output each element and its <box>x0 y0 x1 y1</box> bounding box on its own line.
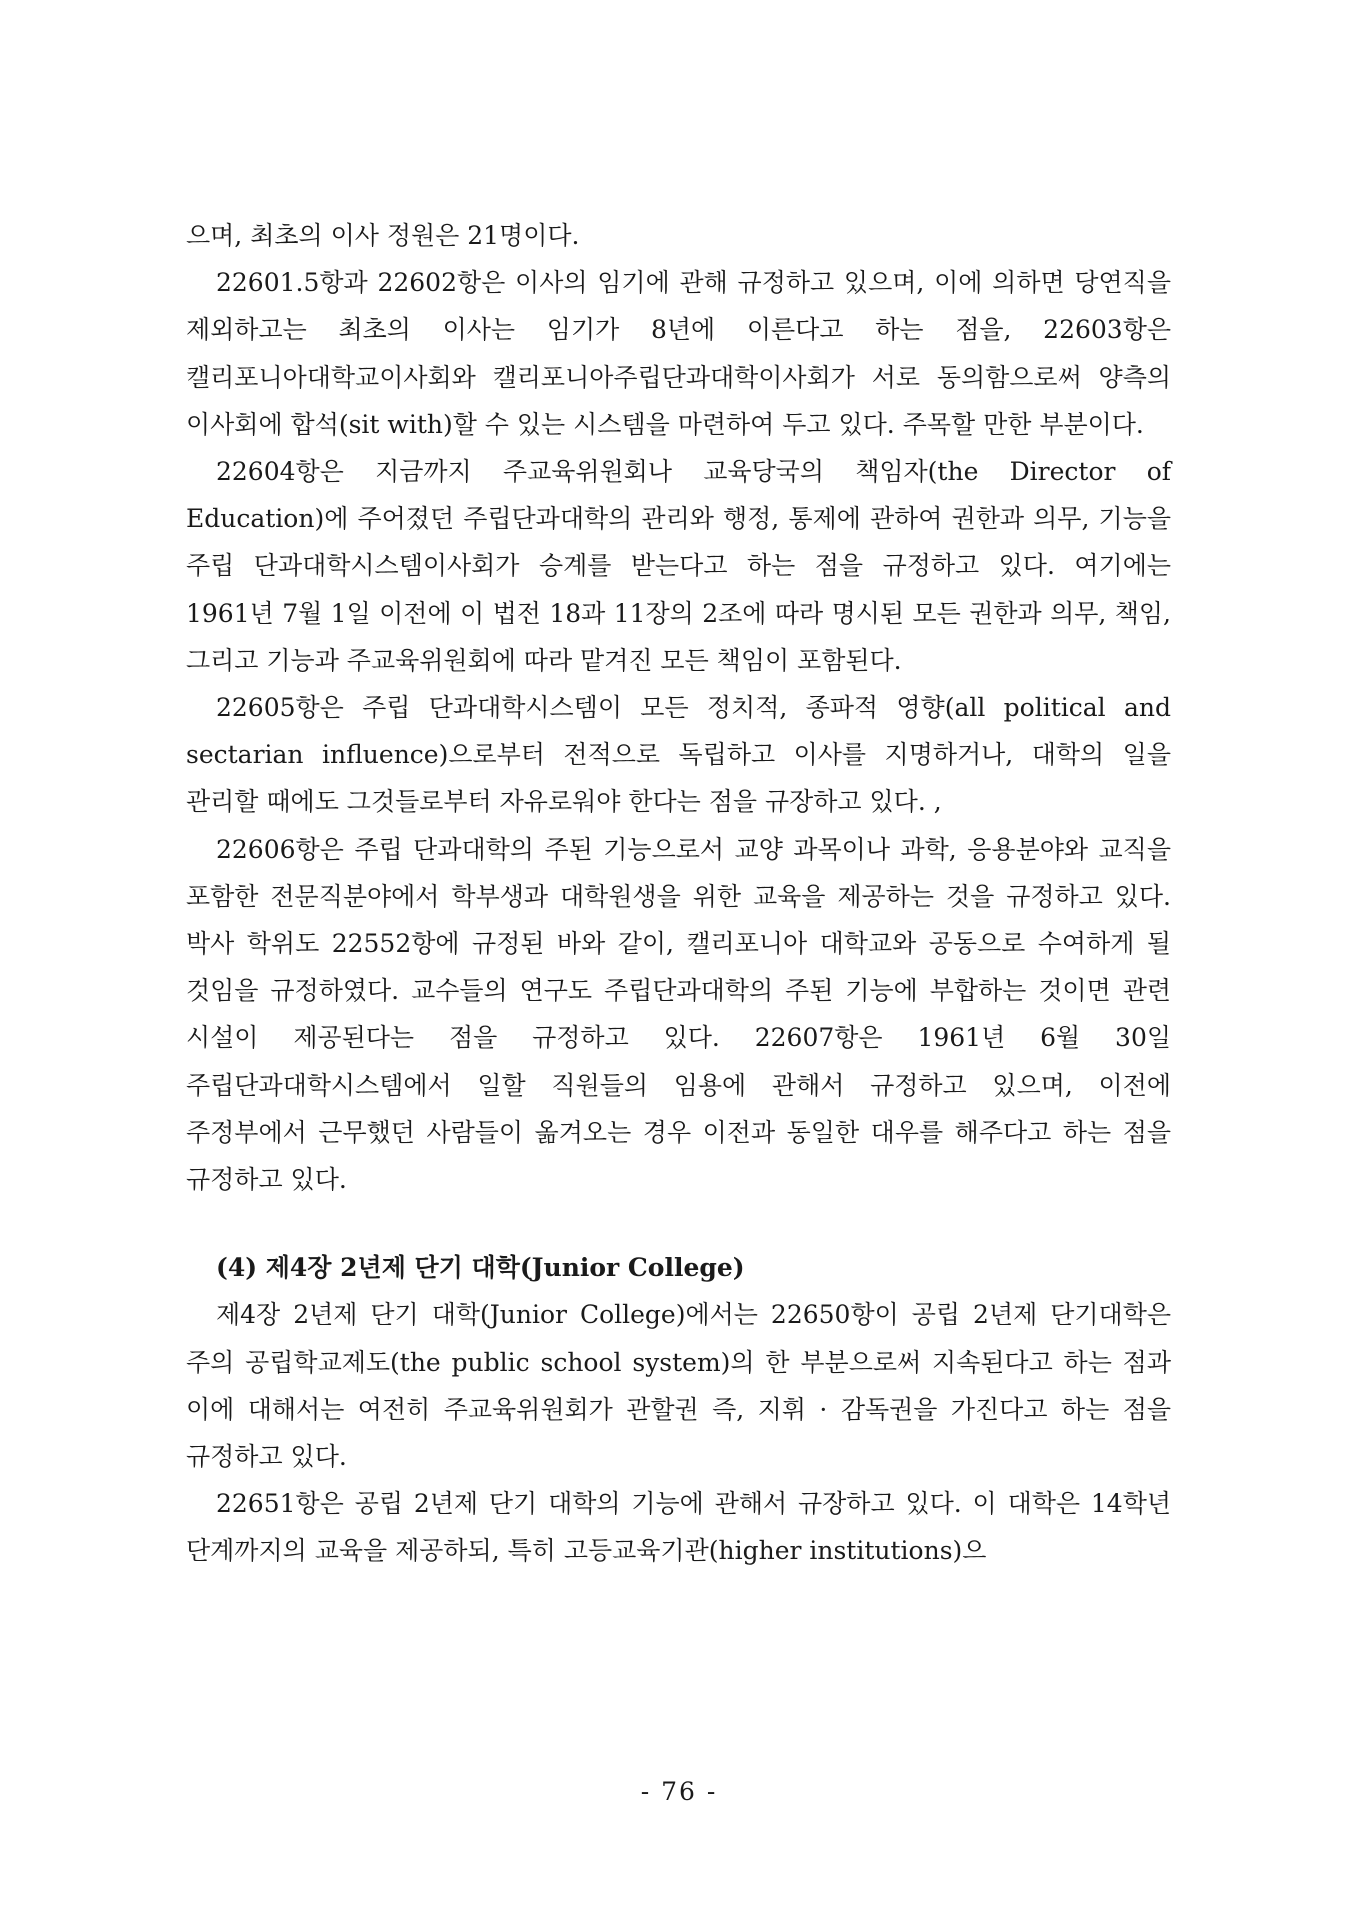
section-heading: (4) 제4장 2년제 단기 대학(Junior College) <box>216 1253 745 1283</box>
paragraph: 22601.5항과 22602항은 이사의 임기에 관해 규정하고 있으며, 이에 의하면 당연직을 제외하고는 최초의 이사는 임기가 8년에 이른다고 하는 점을, 22603항은 캘리포니아대학교이사회와 캘리포니아주립단과대학이사회가 서로 동의함으로써 양측의 이사회에 합석(sit with)할 수 있는 시스템을 마련하여 두고 있다. 주목할 만한 부분이다. <box>186 268 1171 439</box>
paragraph: 으며, 최초의 이사 정원은 21명이다. <box>186 221 580 250</box>
paragraph: 22606항은 주립 단과대학의 주된 기능으로서 교양 과목이나 과학, 응용분야와 교직을 포함한 전문직분야에서 학부생과 대학원생을 위한 교육을 제공하는 것을 규정하고 있다. 박사 학위도 22552항에 규정된 바와 같이, 캘리포니아 대학교와 공동으로 수여하게 될 것임을 규정하였다. 교수들의 연구도 주립단과대학의 주된 기능에 부합하는 것이면 관련 시설이 제공된다는 점을 규정하고 있다. 22607항은 1961년 6월 30일 주립단과대학시스템에서 일할 직원들의 임용에 관해서 규정하고 있으며, 이전에 주정부에서 근무했던 사람들이 옮겨오는 경우 이전과 동일한 대우를 해주다고 하는 점을 규정하고 있다. <box>186 834 1171 1195</box>
paragraph: 제4장 2년제 단기 대학(Junior College)에서는 22650항이 공립 2년제 단기대학은 주의 공립학교제도(the public school system)의 한 부분으로써 지속된다고 하는 점과 이에 대해서는 여전히 주교육위원회가 관할권 즉, 지휘 · 감독권을 가진다고 하는 점을 규정하고 있다. <box>186 1300 1171 1472</box>
paragraph: 22604항은 지금까지 주교육위원회나 교육당국의 책임자(the Director of Education)에 주어졌던 주립단과대학의 관리와 행정, 통제에 관하여 권한과 의무, 기능을 주립 단과대학시스템이사회가 승계를 받는다고 하는 점을 규정하고 있다. 여기에는 1961년 7월 1일 이전에 이 법전 18과 11장의 2조에 따라 명시된 모든 권한과 의무, 책임, 그리고 기능과 주교육위원회에 따라 맡겨진 모든 책임이 포함된다. <box>186 457 1171 675</box>
paragraph: 22651항은 공립 2년제 단기 대학의 기능에 관해서 규장하고 있다. 이 대학은 14학년 단계까지의 교육을 제공하되, 특히 고등교육기관(higher institutions)으 <box>186 1489 1171 1566</box>
page-number: - 76 - <box>640 1777 718 1806</box>
paragraph: 22605항은 주립 단과대학시스템이 모든 정치적, 종파적 영향(all political and sectarian influence)으로부터 전적으로 독립하고 이사를 지명하거나, 대학의 일을 관리할 때에도 그것들로부터 자유로워야 한다는 점을 규장하고 있다. , <box>186 693 1171 817</box>
page-body <box>186 212 1171 1575</box>
